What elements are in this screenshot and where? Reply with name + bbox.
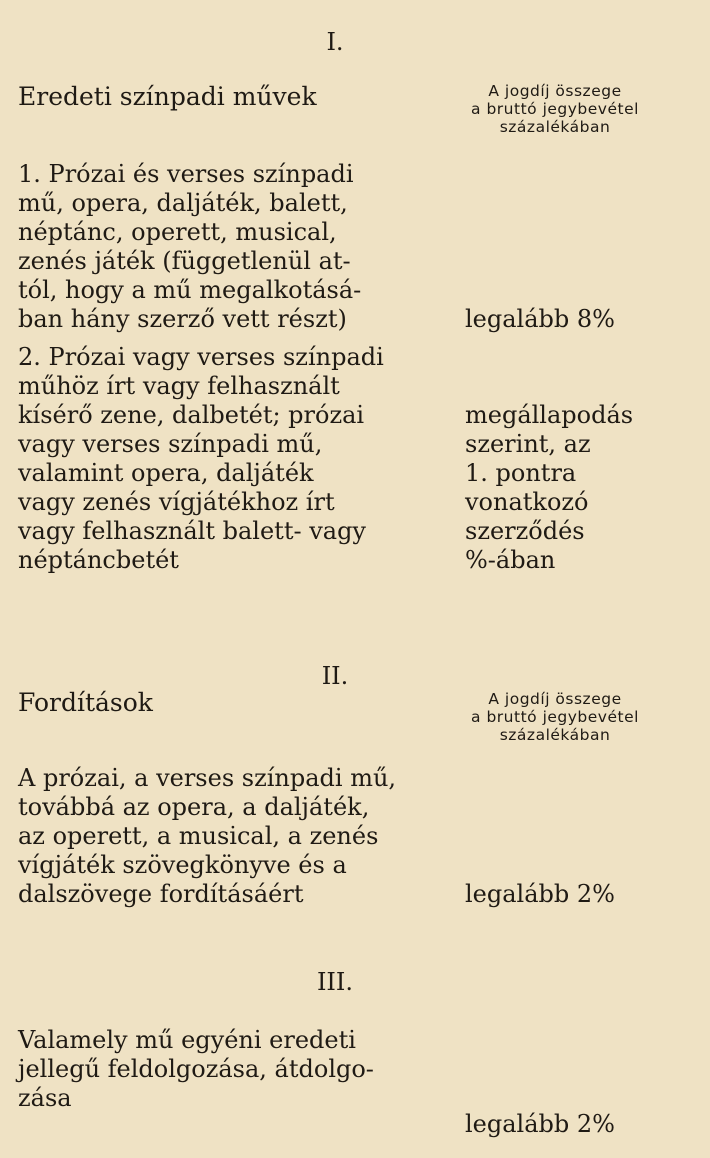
section-1-column-header (420, 82, 690, 136)
section-3-rate: legalább 2% (465, 1110, 615, 1138)
section-2-rate: legalább 2% (465, 880, 615, 908)
section-1-item-1-rate: legalább 8% (465, 305, 615, 333)
text-line: jellegű feldolgozása, átdolgo- (18, 1055, 374, 1083)
text-line: zenés játék (függetlenül at- (18, 247, 351, 275)
text-line: Valamely mű egyéni eredeti (18, 1026, 356, 1054)
text-line: továbbá az opera, a daljáték, (18, 793, 370, 821)
text-line (18, 343, 428, 372)
text-line: ban hány szerző vett részt) (18, 305, 347, 333)
text-line: vagy zenés vígjátékhoz írt (18, 488, 335, 516)
column-header-line: A jogdíj összege (488, 690, 622, 708)
rate-line: %-ában (465, 546, 556, 574)
section-3-roman: III. (316, 968, 354, 996)
text-line (18, 160, 428, 189)
text-line: vígjáték szövegkönyve és a (18, 851, 347, 879)
text-line: tól, hogy a mű megalkotásá- (18, 276, 362, 304)
section-1-roman: I. (326, 28, 344, 56)
item-number: 1. (18, 160, 41, 188)
column-header-line: százalékában (499, 726, 611, 744)
section-2-column-header (420, 690, 690, 744)
section-1-item-1 (18, 160, 428, 334)
text-line: vagy felhasznált balett- vagy (18, 517, 366, 545)
column-header-line: A jogdíj összege (488, 82, 622, 100)
column-header-line: a bruttó jegybevétel (471, 708, 639, 726)
text-line: dalszövege fordításáért (18, 880, 304, 908)
section-1-item-2-rate (465, 401, 633, 575)
section-1-title: Eredeti színpadi művek (18, 82, 317, 111)
item-text: Prózai vagy verses színpadi (48, 343, 384, 371)
item-number: 2. (18, 343, 41, 371)
text-line: mű, opera, daljáték, balett, (18, 189, 348, 217)
column-header-line: a bruttó jegybevétel (471, 100, 639, 118)
section-3-text (18, 1026, 428, 1113)
section-2-title: Fordítások (18, 688, 153, 717)
column-header-line: százalékában (499, 118, 611, 136)
text-line: műhöz írt vagy felhasznált (18, 372, 340, 400)
section-2-roman: II. (321, 662, 349, 690)
text-line: vagy verses színpadi mű, (18, 430, 323, 458)
text-line: valamint opera, daljáték (18, 459, 314, 487)
text-line: zása (18, 1084, 72, 1112)
text-line: kísérő zene, dalbetét; prózai (18, 401, 365, 429)
text-line: néptáncbetét (18, 546, 179, 574)
text-line: A prózai, a verses színpadi mű, (18, 764, 397, 792)
rate-line: szerződés (465, 517, 585, 545)
text-line: az operett, a musical, a zenés (18, 822, 379, 850)
rate-line: vonatkozó (465, 488, 589, 516)
rate-line: 1. pontra (465, 459, 577, 487)
text-line: néptánc, operett, musical, (18, 218, 337, 246)
section-2-text (18, 764, 428, 909)
section-1-item-2 (18, 343, 428, 575)
rate-line: megállapodás (465, 401, 634, 429)
item-text: Prózai és verses színpadi (48, 160, 354, 188)
rate-line: szerint, az (465, 430, 591, 458)
